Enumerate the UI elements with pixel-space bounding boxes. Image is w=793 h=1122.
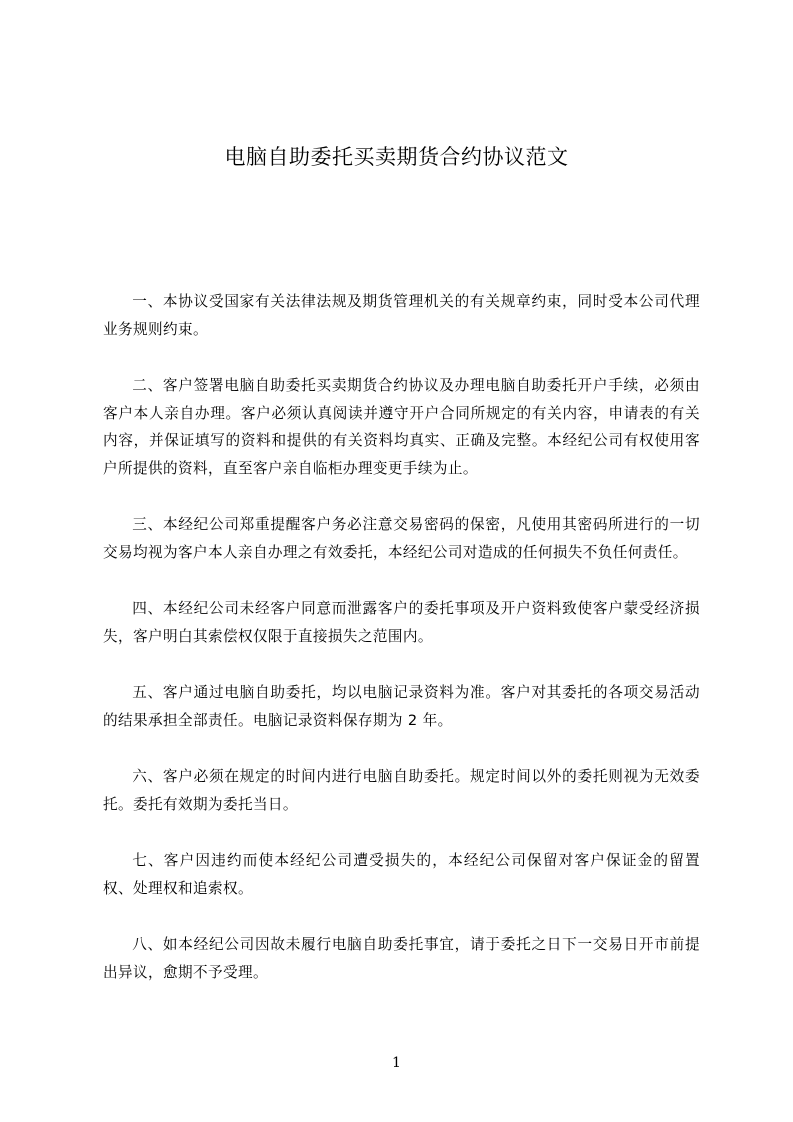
clause-7: 七、客户因违约而使本经纪公司遭受损失的，本经纪公司保留对客户保证金的留置权、处理权和追索权。	[103, 852, 700, 897]
document-body	[103, 288, 700, 1015]
clause-4: 四、本经纪公司未经客户同意而泄露客户的委托事项及开户资料致使客户蒙受经济损失，客户明白其索偿权仅限于直接损失之范围内。	[103, 600, 700, 645]
clause-5: 五、客户通过电脑自助委托，均以电脑记录资料为准。客户对其委托的各项交易活动的结果承担全部责任。电脑记录资料保存期为 2 年。	[103, 684, 700, 729]
page-number: 1	[392, 1055, 401, 1071]
clause-3: 三、本经纪公司郑重提醒客户务必注意交易密码的保密，凡使用其密码所进行的一切交易均视为客户本人亲自办理之有效委托，本经纪公司对造成的任何损失不负任何责任。	[103, 516, 700, 561]
clause-8: 八、如本经纪公司因故未履行电脑自助委托事宜，请于委托之日下一交易日开市前提出异议，愈期不予受理。	[103, 936, 700, 981]
clause-1: 一、本协议受国家有关法律法规及期货管理机关的有关规章约束，同时受本公司代理业务规则约束。	[103, 293, 700, 338]
clause-2: 二、客户签署电脑自助委托买卖期货合约协议及办理电脑自助委托开户手续，必须由客户本人亲自办理。客户必须认真阅读并遵守开户合同所规定的有关内容，申请表的有关内容，并保证填写的资料和提供的有关资料均真实、正确及完整。本经纪公司有权使用客户所提供的资料，直至客户亲自临柜办理变更手续为止。	[103, 377, 700, 477]
clause-6: 六、客户必须在规定的时间内进行电脑自助委托。规定时间以外的委托则视为无效委托。委托有效期为委托当日。	[103, 768, 700, 813]
document-title: 电脑自助委托买卖期货合约协议范文	[224, 145, 569, 169]
